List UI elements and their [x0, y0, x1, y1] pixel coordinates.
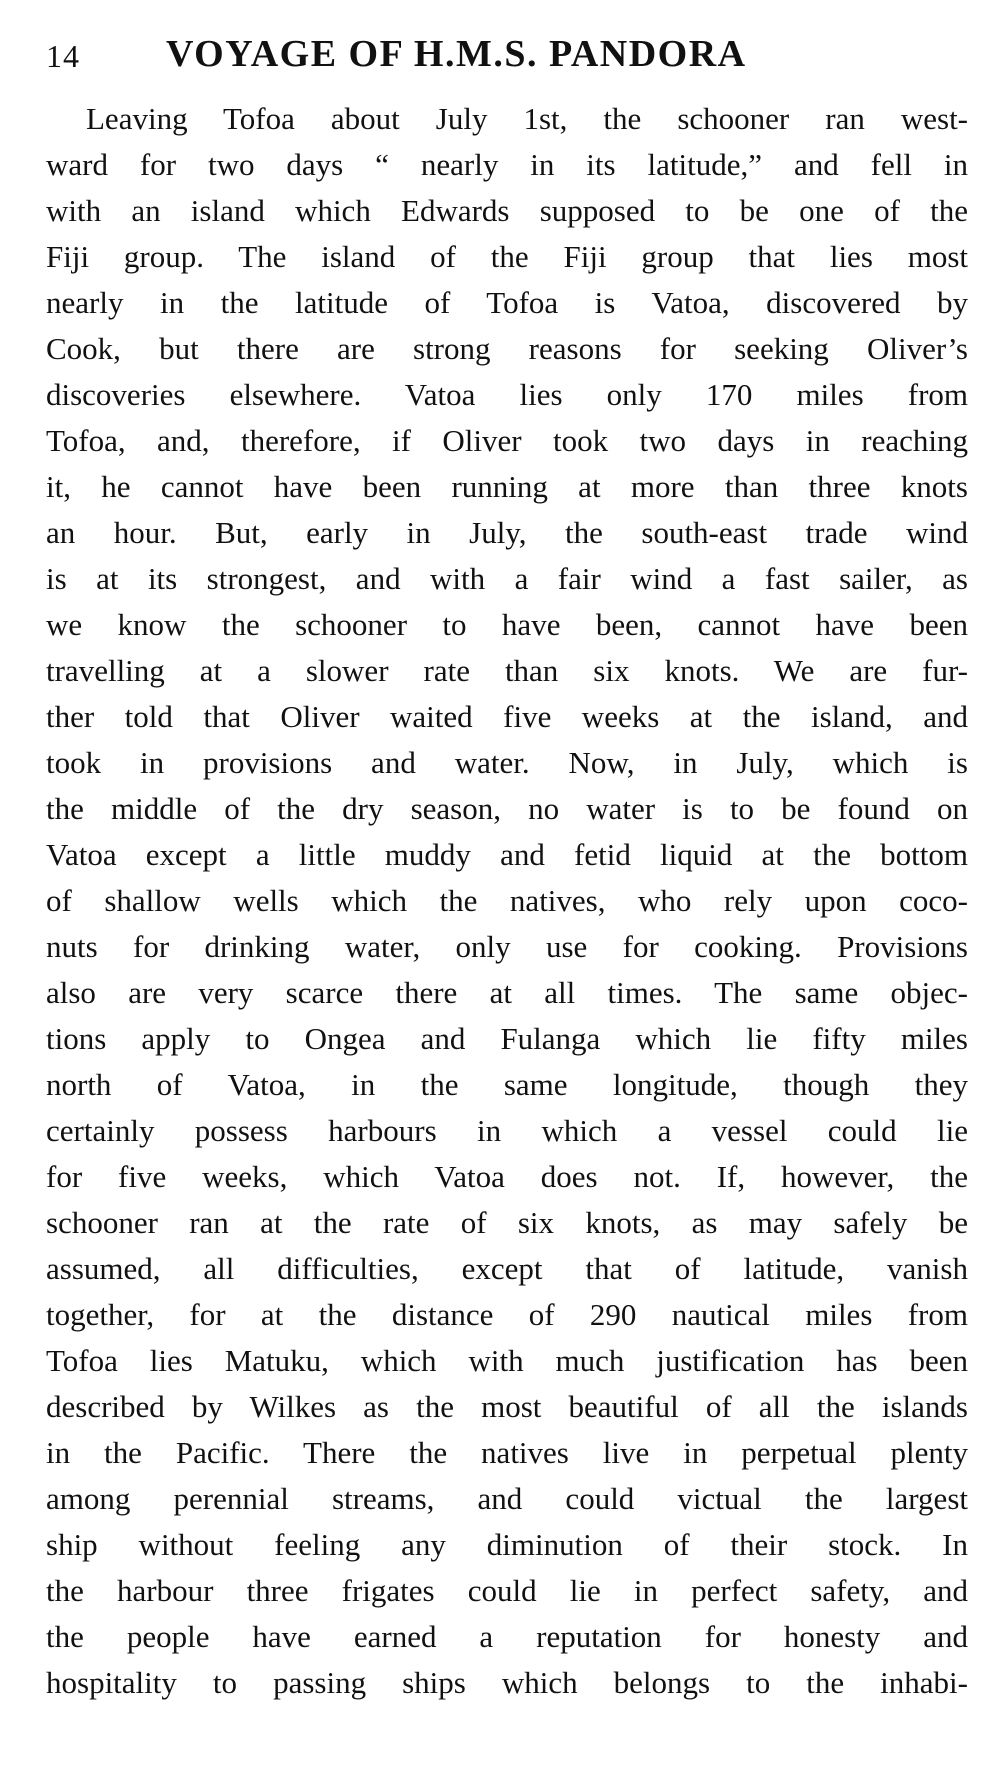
text-line: schooner ran at the rate of six knots, as may safely be — [46, 1205, 968, 1240]
text-line: an hour. But, early in July, the south-east trade wind — [46, 515, 968, 550]
text-line: together, for at the distance of 290 nautical miles from — [46, 1297, 968, 1332]
text-line: took in provisions and water. Now, in July, which is — [46, 745, 968, 780]
text-line: we know the schooner to have been, cannot have been — [46, 607, 968, 642]
text-line: discoveries elsewhere. Vatoa lies only 170 miles from — [46, 377, 968, 412]
text-line: certainly possess harbours in which a vessel could lie — [46, 1113, 968, 1148]
text-line: of shallow wells which the natives, who rely upon coco- — [46, 883, 968, 918]
text-line: Tofoa lies Matuku, which with much justification has been — [46, 1343, 968, 1378]
text-line: ther told that Oliver waited five weeks at the island, and — [46, 699, 968, 734]
text-line: is at its strongest, and with a fair wind a fast sailer, as — [46, 561, 968, 596]
text-line: it, he cannot have been running at more than three knots — [46, 469, 968, 504]
text-line: with an island which Edwards supposed to be one of the — [46, 193, 968, 228]
text-line: for five weeks, which Vatoa does not. If, however, the — [46, 1159, 968, 1194]
text-line: Leaving Tofoa about July 1st, the schooner ran west- — [86, 101, 968, 136]
text-line: assumed, all difficulties, except that of latitude, vanish — [46, 1251, 968, 1286]
text-line: among perennial streams, and could victual the largest — [46, 1481, 968, 1516]
text-line: in the Pacific. There the natives live in perpetual plenty — [46, 1435, 968, 1470]
running-head — [46, 28, 966, 78]
text-line: nuts for drinking water, only use for cooking. Provisions — [46, 929, 968, 964]
text-line: ship without feeling any diminution of their stock. In — [46, 1527, 968, 1562]
text-line: Tofoa, and, therefore, if Oliver took two days in reaching — [46, 423, 968, 458]
text-line: north of Vatoa, in the same longitude, though they — [46, 1067, 968, 1102]
text-line: nearly in the latitude of Tofoa is Vatoa, discovered by — [46, 285, 968, 320]
text-line: hospitality to passing ships which belongs to the inhabi- — [46, 1665, 968, 1700]
text-line: ward for two days “ nearly in its latitude,” and fell in — [46, 147, 968, 182]
text-line: Cook, but there are strong reasons for seeking Oliver’s — [46, 331, 968, 366]
page-number: 14 — [46, 38, 80, 74]
text-line: the harbour three frigates could lie in perfect safety, and — [46, 1573, 968, 1608]
text-line: travelling at a slower rate than six knots. We are fur- — [46, 653, 968, 688]
text-line: the people have earned a reputation for honesty and — [46, 1619, 968, 1654]
running-title: VOYAGE OF H.M.S. PANDORA — [166, 33, 747, 75]
text-line: also are very scarce there at all times. The same objec- — [46, 975, 968, 1010]
text-line: Vatoa except a little muddy and fetid liquid at the bottom — [46, 837, 968, 872]
text-line: Fiji group. The island of the Fiji group that lies most — [46, 239, 968, 274]
text-line: the middle of the dry season, no water is to be found on — [46, 791, 968, 826]
text-line: described by Wilkes as the most beautiful of all the islands — [46, 1389, 968, 1424]
body-paragraph — [46, 96, 968, 1706]
text-line: tions apply to Ongea and Fulanga which lie fifty miles — [46, 1021, 968, 1056]
